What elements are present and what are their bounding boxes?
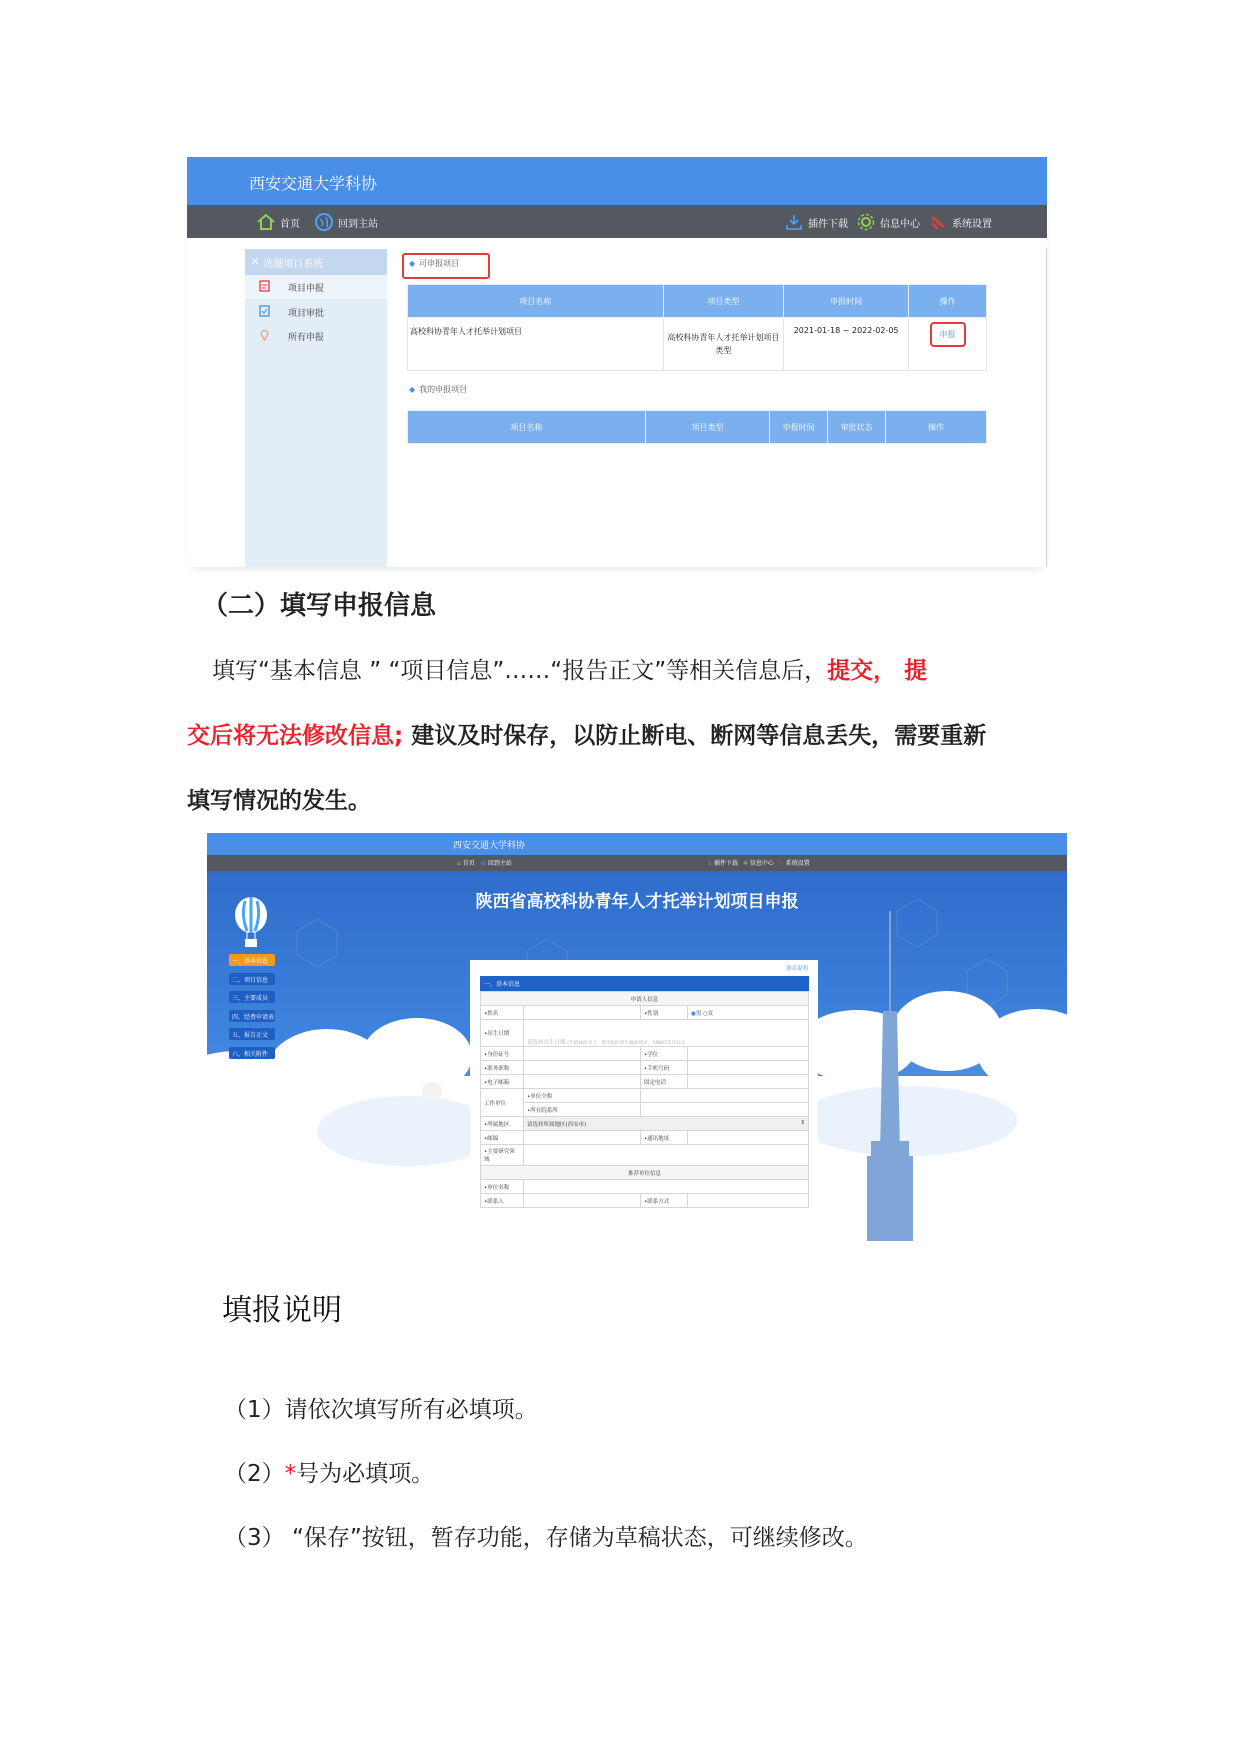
table-header-row xyxy=(408,411,987,444)
region-value: 请选择所属地区(西安市) xyxy=(527,1121,587,1128)
col-header: 申报时间 xyxy=(770,411,828,444)
degree-input[interactable] xyxy=(688,1047,809,1061)
table-row xyxy=(481,1180,809,1194)
sidebar-item-label: 项目申报 xyxy=(288,283,325,294)
nav-left xyxy=(457,858,512,867)
apply-button[interactable]: 申报 xyxy=(930,322,966,347)
dept-label: •所在院系所 xyxy=(524,1103,641,1117)
name-label: •姓名 xyxy=(481,1006,524,1020)
gear-icon: ✲ xyxy=(742,860,748,867)
id-input[interactable] xyxy=(524,1047,641,1061)
applicant-header: 申请人信息 xyxy=(481,992,809,1006)
location-pin-icon xyxy=(259,329,270,344)
help-link[interactable]: 填表说明 xyxy=(785,966,808,972)
birth-label: •出生日期 xyxy=(481,1020,524,1047)
email-input[interactable] xyxy=(524,1075,641,1089)
nav-home[interactable] xyxy=(257,213,300,231)
brand-title: 西安交通大学科协 xyxy=(249,174,378,193)
basic-info-table xyxy=(480,991,809,1208)
top-banner xyxy=(207,833,1067,855)
menu-attachments[interactable]: 六、相关附件 xyxy=(229,1047,275,1059)
download-icon xyxy=(785,214,803,230)
nav-home-label: 首页 xyxy=(280,218,300,230)
field-input[interactable] xyxy=(524,1145,809,1166)
menu-budget[interactable]: 四、经费申请表 xyxy=(229,1010,275,1022)
degree-label: •学位 xyxy=(641,1047,688,1061)
available-title-label: 可申报项目 xyxy=(419,259,460,268)
download-icon: ↓ xyxy=(707,860,713,867)
doc-edit-icon xyxy=(259,280,270,295)
address-input[interactable] xyxy=(688,1131,809,1145)
nav-info-center-label: 信息中心 xyxy=(880,218,920,230)
top-banner xyxy=(187,157,1047,205)
contact-method-input[interactable] xyxy=(688,1194,809,1208)
my-projects-title xyxy=(409,384,467,395)
id-label: •身份证号 xyxy=(481,1047,524,1061)
nav-bar xyxy=(187,205,1047,238)
col-header: 项目名称 xyxy=(408,285,664,318)
table-header-row xyxy=(408,285,987,318)
nav-plugin-download[interactable] xyxy=(785,213,848,231)
table-row xyxy=(481,1103,809,1117)
required-star: * xyxy=(284,1461,297,1487)
cell-time: 2021-01-18 ~ 2022-02-05 xyxy=(784,318,909,371)
settings-icon xyxy=(929,214,947,230)
available-title xyxy=(409,258,459,269)
gender-female: 女 xyxy=(707,1010,714,1017)
sidebar-item-label: 项目审批 xyxy=(288,308,325,319)
birth-input[interactable] xyxy=(524,1020,809,1047)
nav-plugin-download[interactable]: 插件下载 xyxy=(713,860,738,867)
nav-back-main[interactable]: 回到主站 xyxy=(487,860,512,867)
unit-name-input[interactable] xyxy=(524,1180,809,1194)
screenshot-project-list xyxy=(187,157,1047,567)
nav-bar xyxy=(207,855,1067,871)
menu-members[interactable]: 三、主要成员 xyxy=(229,991,275,1003)
title-label: •职务职称 xyxy=(481,1061,524,1075)
sidebar-item-apply[interactable] xyxy=(245,275,387,299)
brand-title: 西安交通大学科协 xyxy=(453,841,526,851)
col-header: 操作 xyxy=(886,411,987,444)
table-row xyxy=(481,1006,809,1020)
radio-selected-icon: ● xyxy=(691,1010,696,1017)
postcode-input[interactable] xyxy=(524,1131,641,1145)
address-label: •通讯地址 xyxy=(641,1131,688,1145)
table-row xyxy=(481,1020,809,1047)
nav-right xyxy=(707,858,810,867)
nav-info-center[interactable] xyxy=(857,213,920,231)
screenshot-application-form xyxy=(207,833,1067,1241)
email-label: •电子邮箱 xyxy=(481,1075,524,1089)
menu-project-info[interactable]: 二、项目信息 xyxy=(229,973,275,985)
gender-label: •性别 xyxy=(641,1006,688,1020)
table-row xyxy=(481,1117,809,1131)
instruction-item-3: （3） “保存”按钮，暂存功能，存储为草稿状态，可继续修改。 xyxy=(224,1525,868,1551)
tag-icon: ◆ xyxy=(409,259,416,268)
paragraph-red-text: 交后将无法修改信息; xyxy=(187,723,404,749)
sidebar-item-approve[interactable] xyxy=(245,300,387,324)
postcode-label: •邮编 xyxy=(481,1131,524,1145)
region-label: •所属地区 xyxy=(481,1117,524,1131)
table-row xyxy=(481,1061,809,1075)
sidebar-header-label: 选题项目系统 xyxy=(263,258,324,270)
sidebar-item-label: 所有申报 xyxy=(288,332,325,343)
nav-back-main-label: 回到主站 xyxy=(338,218,378,230)
table-row xyxy=(481,1089,809,1103)
tools-icon: ✕ xyxy=(251,256,260,268)
table-row xyxy=(408,318,987,371)
unit-full-input[interactable] xyxy=(641,1089,809,1103)
section-heading: （二）填写申报信息 xyxy=(202,591,437,621)
col-header: 审批状态 xyxy=(828,411,886,444)
page-title: 陕西省高校科协青年人才托举计划项目申报 xyxy=(475,892,799,912)
table-row xyxy=(481,992,809,1006)
settings-icon: ✎ xyxy=(778,860,784,867)
paragraph-line-1 xyxy=(212,652,1050,685)
dept-input[interactable] xyxy=(641,1103,809,1117)
sidebar-item-all[interactable] xyxy=(245,324,387,348)
available-table xyxy=(407,284,987,371)
col-header: 申报时间 xyxy=(784,285,909,318)
nav-home[interactable]: 首页 xyxy=(462,860,475,867)
chevron-down-icon: ⇕ xyxy=(800,1119,805,1126)
cell-name: 高校科协青年人才托举计划项目 xyxy=(408,318,664,371)
contact-method-label: •联系方式 xyxy=(641,1194,688,1208)
workplace-label: 工作单位 xyxy=(481,1089,524,1117)
paragraph-red-text: 提交， 提 xyxy=(827,658,928,684)
nav-system-settings[interactable] xyxy=(929,213,992,231)
landline-input[interactable] xyxy=(688,1075,809,1089)
field-label: •主要研究领域 xyxy=(481,1145,524,1166)
unit-full-label: •单位全称 xyxy=(524,1089,641,1103)
table-row xyxy=(481,1047,809,1061)
my-projects-title-label: 我的申报项目 xyxy=(419,385,468,394)
col-header: 项目名称 xyxy=(408,411,646,444)
table-row xyxy=(481,1145,809,1166)
globe-icon: ◎ xyxy=(480,860,486,867)
gender-radios[interactable]: ●男 ○女 xyxy=(688,1006,809,1020)
doc-check-icon xyxy=(259,305,270,320)
table-row xyxy=(481,1131,809,1145)
phone-label: •手机号码 xyxy=(641,1061,688,1075)
globe-icon xyxy=(315,213,333,231)
instruction-text: 号为必填项。 xyxy=(296,1461,435,1487)
nav-system-settings[interactable]: 系统设置 xyxy=(785,860,810,867)
instruction-item-1: （1）请依次填写所有必填项。 xyxy=(224,1397,538,1423)
paragraph-line-2 xyxy=(187,717,1049,750)
col-header: 项目类型 xyxy=(663,285,784,318)
table-row xyxy=(481,1166,809,1180)
nav-info-center[interactable]: 信息中心 xyxy=(749,860,774,867)
instruction-item-2 xyxy=(224,1455,434,1488)
paragraph-text: 填写“基本信息 ” “项目信息”……“报告正文”等相关信息后， xyxy=(212,658,828,684)
menu-report[interactable]: 五、报告正文 xyxy=(229,1028,275,1040)
form-section-title: 一、基本信息 xyxy=(480,976,809,991)
gear-icon xyxy=(857,213,875,231)
instructions-title: 填报说明 xyxy=(222,1293,342,1328)
birth-placeholder: 请选择出生日期 xyxy=(527,1040,566,1046)
recommender-header: 推荐单位信息 xyxy=(481,1166,809,1180)
nav-system-settings-label: 系统设置 xyxy=(952,218,992,230)
title-input[interactable] xyxy=(524,1061,641,1075)
form-card xyxy=(470,960,818,1241)
table-row xyxy=(481,1075,809,1089)
age-note: (年龄40岁以下，即申报时须年满40周岁，1980年1月1日) xyxy=(567,1041,685,1046)
paragraph-bold-text: 建议及时保存，以防止断电、断网等信息丢失，需要重新 xyxy=(403,723,987,749)
name-input[interactable] xyxy=(524,1006,641,1020)
menu-basic-info[interactable]: 一、基本信息 xyxy=(229,954,275,966)
phone-input[interactable] xyxy=(688,1061,809,1075)
contact-input[interactable] xyxy=(524,1194,641,1208)
region-select[interactable] xyxy=(524,1117,809,1131)
instruction-prefix: （2） xyxy=(224,1461,285,1487)
home-icon: ⌂ xyxy=(457,860,461,867)
gender-male: 男 xyxy=(695,1010,702,1017)
paragraph-line-3: 填写情况的发生。 xyxy=(187,788,371,814)
home-icon xyxy=(257,214,275,230)
cell-type: 高校科协青年人才托举计划项目类型 xyxy=(663,318,784,371)
landline-label: 固定电话 xyxy=(641,1075,688,1089)
sidebar-header xyxy=(245,249,387,275)
content-border xyxy=(1046,249,1047,567)
my-projects-table xyxy=(407,410,987,444)
nav-back-main[interactable] xyxy=(315,213,378,231)
contact-label: •联系人 xyxy=(481,1194,524,1208)
unit-name-label: •单位名称 xyxy=(481,1180,524,1194)
cell-action xyxy=(909,318,987,371)
table-row xyxy=(481,1194,809,1208)
col-header: 操作 xyxy=(909,285,987,318)
col-header: 项目类型 xyxy=(645,411,769,444)
tag-icon: ◆ xyxy=(409,385,416,394)
nav-plugin-download-label: 插件下载 xyxy=(808,218,848,230)
